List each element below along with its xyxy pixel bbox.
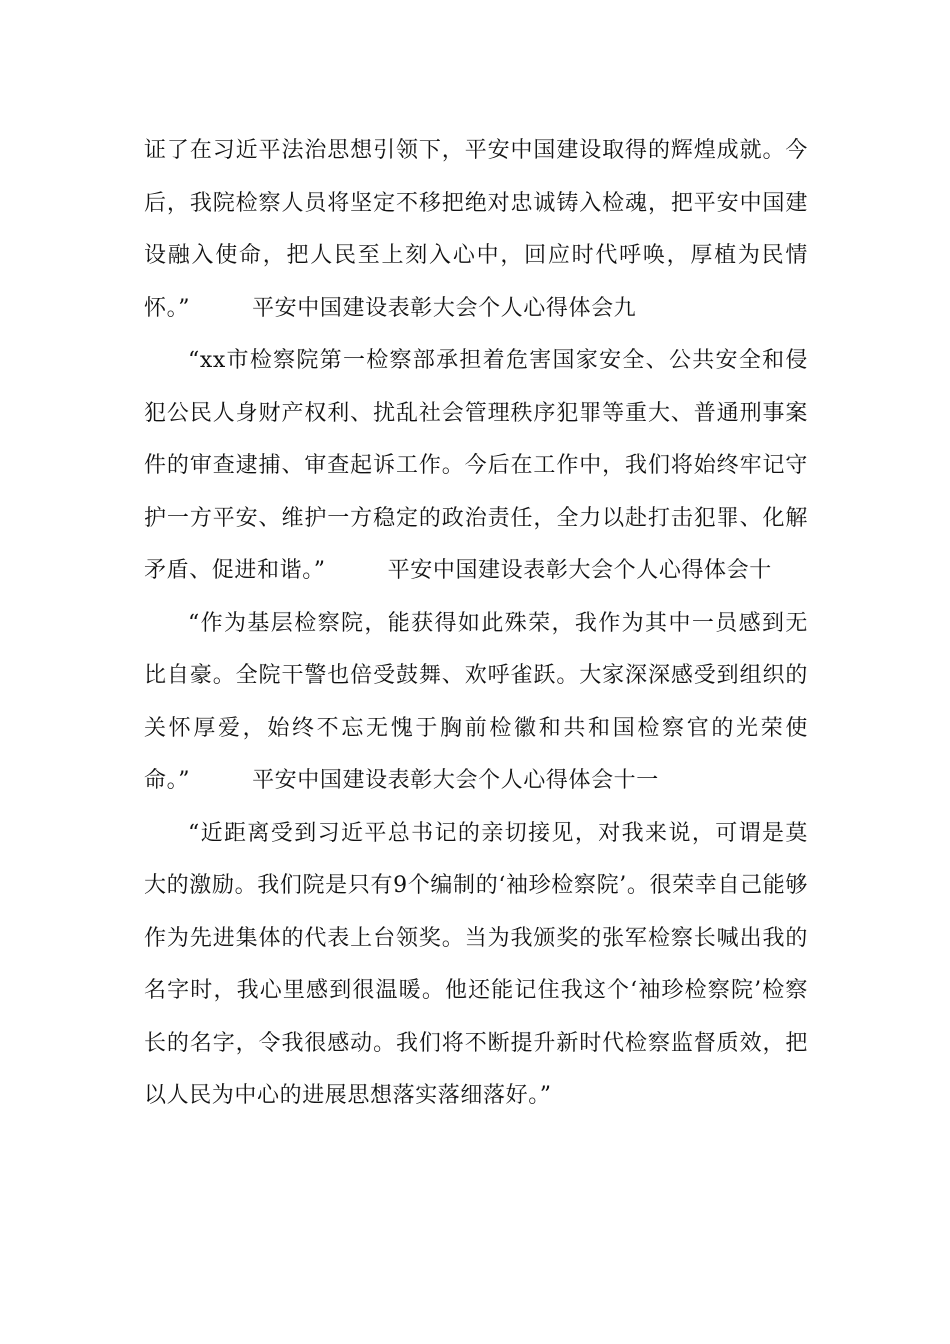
paragraph-text: “xx市检察院第一检察部承担着危害国家安全、公共安全和侵犯公民人身财产权利、扰乱社会管理秩序犯罪等重大、普通刑事案件的审查逮捕、审查起诉工作。今后在工作中，我们将始终牢记守护一方平安、维护一方稳定的政治责任，全力以赴打击犯罪、化解矛盾、促进和谐。”	[144, 348, 808, 583]
document-page	[144, 125, 808, 1123]
paragraph-text: “近距离受到习近平总书记的亲切接见，对我来说，可谓是莫大的激励。我们院是只有9个编制的‘袖珍检察院’。很荣幸自己能够作为先进集体的代表上台领奖。当为我颁奖的张军检察长喊出我的名字时，我心里感到很温暖。他还能记住我这个‘袖珍检察院’检察长的名字，令我很感动。我们将不断提升新时代检察监督质效，把以人民为中心的进展思想落实落细落好。”	[144, 820, 808, 1108]
section-heading: 平安中国建设表彰大会个人心得体会九	[252, 295, 637, 321]
paragraph	[144, 598, 808, 808]
paragraph-continuation	[144, 125, 808, 335]
paragraph-text: 证了在习近平法治思想引领下，平安中国建设取得的辉煌成就。今后，我院检察人员将坚定不移把绝对忠诚铸入检魂，把平安中国建设融入使命，把人民至上刻入心中，回应时代呼唤，厚植为民情怀。”	[144, 138, 808, 321]
section-heading: 平安中国建设表彰大会个人心得体会十	[387, 558, 772, 583]
paragraph	[144, 335, 808, 598]
paragraph	[144, 808, 808, 1123]
paragraph-text: “作为基层检察院，能获得如此殊荣，我作为其中一员感到无比自豪。全院干警也倍受鼓舞、欢呼雀跃。大家深深感受到组织的关怀厚爱，始终不忘无愧于胸前检徽和共和国检察官的光荣使命。”	[144, 610, 808, 793]
section-heading: 平安中国建设表彰大会个人心得体会十一	[252, 768, 659, 793]
